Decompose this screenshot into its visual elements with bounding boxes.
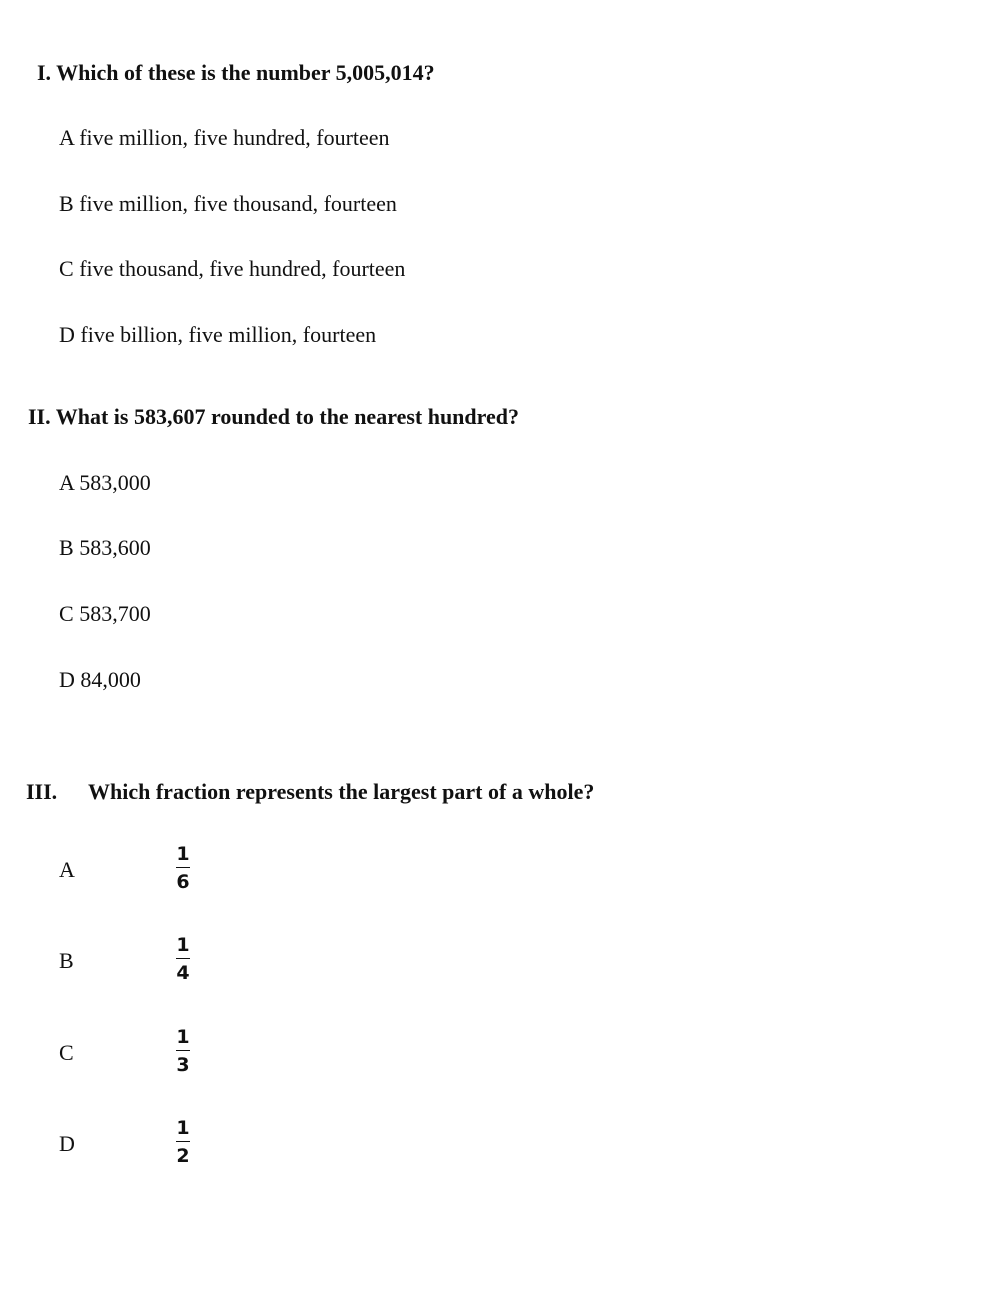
fraction-denominator: 3 (176, 1054, 190, 1076)
option-text: five million, five thousand, fourteen (79, 191, 397, 216)
question-1-option-d[interactable] (59, 322, 376, 348)
question-3-text-heading (88, 779, 594, 805)
fraction-bar (176, 958, 190, 959)
fraction-a[interactable] (174, 843, 192, 893)
fraction-numerator: 1 (176, 1117, 190, 1139)
question-3-option-b[interactable]: B (59, 948, 74, 973)
option-text: 84,000 (80, 667, 141, 692)
fraction-denominator: 6 (176, 871, 190, 893)
question-2-text: What is 583,607 rounded to the nearest hundred? (55, 404, 520, 429)
question-1-title (37, 60, 435, 86)
question-1-option-c[interactable] (59, 256, 405, 282)
option-letter: C (59, 256, 74, 281)
fraction-bar (176, 867, 190, 868)
question-1-option-b[interactable] (59, 191, 397, 217)
option-text: five billion, five million, fourteen (80, 322, 377, 347)
question-1-number: I. (37, 60, 52, 85)
option-letter: D (59, 667, 75, 692)
fraction-c[interactable] (174, 1026, 192, 1076)
question-2-option-d[interactable] (59, 667, 141, 693)
question-3-number: III. (26, 779, 58, 804)
fraction-d[interactable] (174, 1117, 192, 1167)
fraction-b[interactable] (174, 934, 192, 984)
question-3-option-c[interactable]: C (59, 1040, 74, 1065)
fraction-bar (176, 1141, 190, 1142)
option-text: five thousand, five hundred, fourteen (79, 256, 406, 281)
question-1-text: Which of these is the number 5,005,014? (56, 60, 435, 85)
option-letter: A (59, 125, 74, 150)
fraction-numerator: 1 (176, 1026, 190, 1048)
question-2-number: II. (28, 404, 51, 429)
question-3-title (26, 779, 57, 805)
question-2-option-b[interactable] (59, 535, 151, 561)
option-text: 583,700 (79, 601, 151, 626)
option-text: 583,000 (79, 470, 151, 495)
option-letter: C (59, 601, 74, 626)
fraction-bar (176, 1050, 190, 1051)
option-letter: B (59, 191, 74, 216)
question-2-option-a[interactable] (59, 470, 151, 496)
option-letter: A (59, 470, 74, 495)
question-2-title (28, 404, 519, 430)
option-text: 583,600 (79, 535, 151, 560)
question-3-text: Which fraction represents the largest part of a whole? (88, 779, 595, 804)
fraction-denominator: 4 (176, 962, 190, 984)
question-3-option-d[interactable]: D (59, 1131, 75, 1156)
question-1-option-a[interactable] (59, 125, 390, 151)
fraction-numerator: 1 (176, 843, 190, 865)
option-text: five million, five hundred, fourteen (79, 125, 390, 150)
question-3-option-a[interactable]: A (59, 857, 75, 882)
fraction-numerator: 1 (176, 934, 190, 956)
option-letter: D (59, 322, 75, 347)
fraction-denominator: 2 (176, 1145, 190, 1167)
question-2-option-c[interactable] (59, 601, 151, 627)
option-letter: B (59, 535, 74, 560)
